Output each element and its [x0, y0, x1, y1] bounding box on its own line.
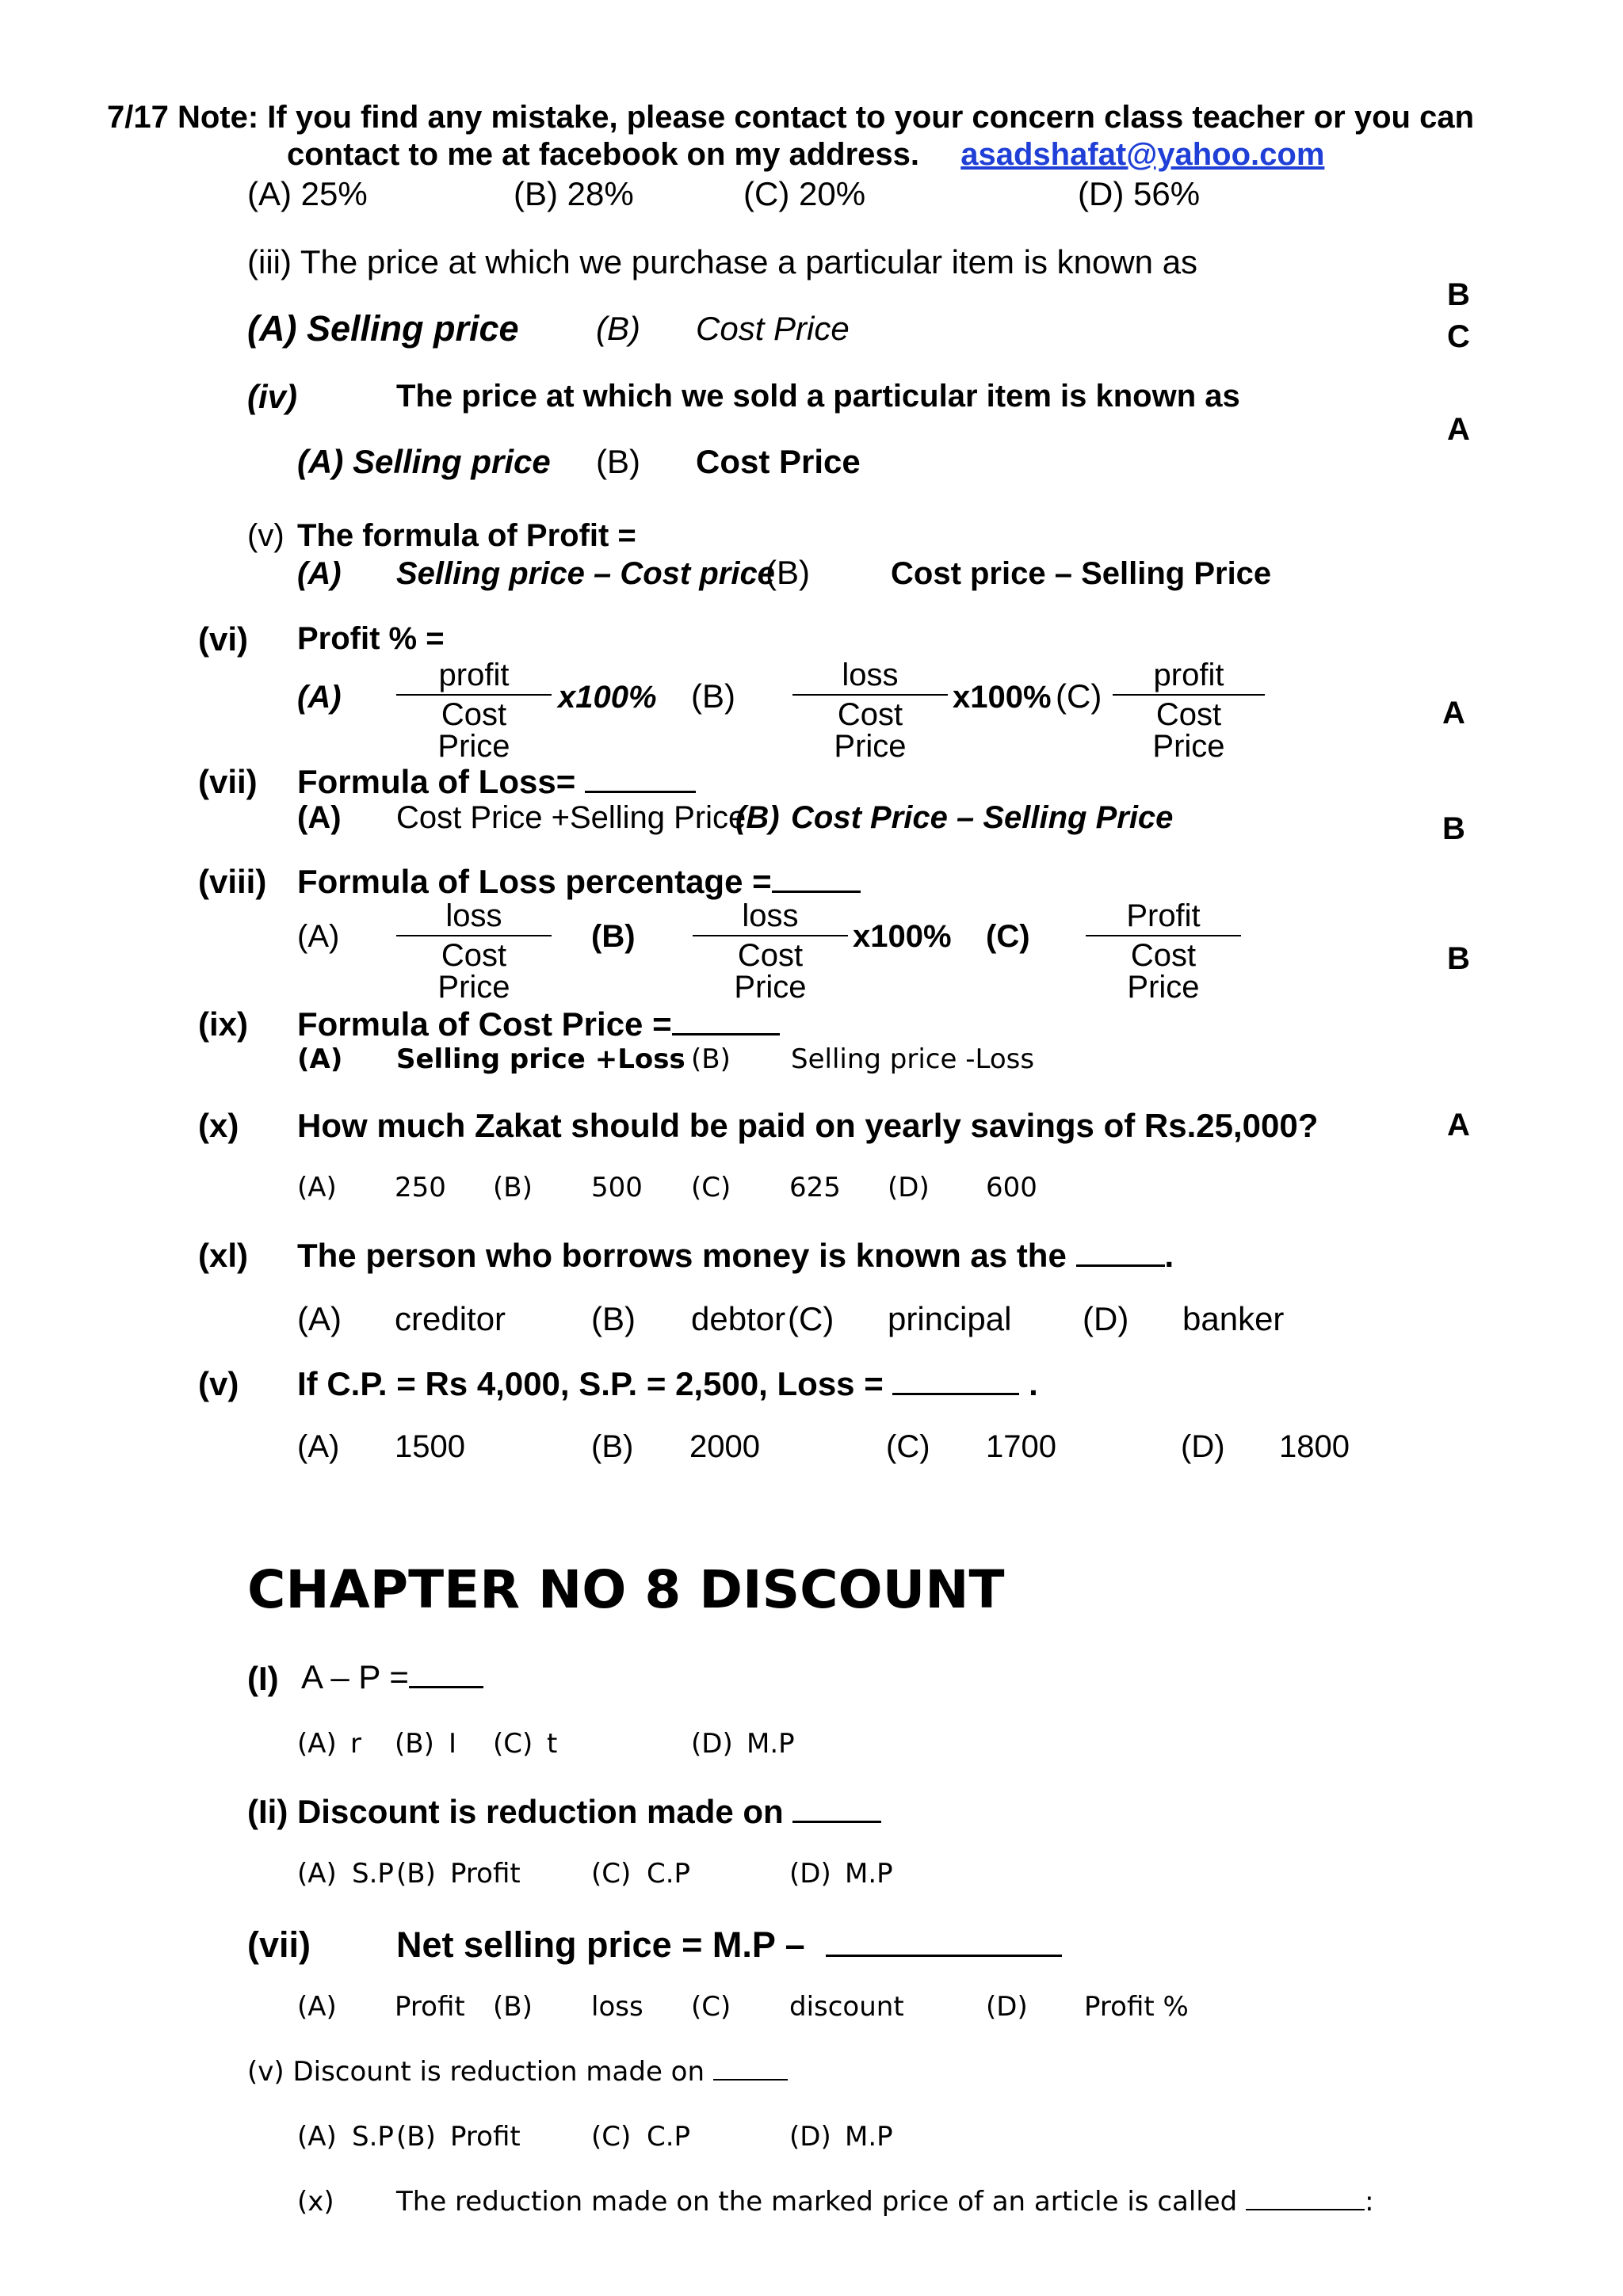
- d4-option-a-label: (A): [297, 2121, 337, 2153]
- q6-fraction-c: [1113, 659, 1265, 762]
- d1-option-c: t: [547, 1728, 558, 1760]
- q11-option-a: creditor: [395, 1300, 506, 1337]
- q6-fraction-a-bar: [396, 694, 552, 696]
- q12-option-d: 1800: [1279, 1429, 1350, 1464]
- d1-option-d-label: (D): [691, 1728, 733, 1760]
- q11-option-a-label: (A): [297, 1300, 342, 1337]
- d1-option-d: M.P: [747, 1728, 795, 1760]
- q9-option-b: Selling price -Loss: [791, 1043, 1035, 1075]
- answer-q7: B: [1442, 811, 1465, 846]
- q9-option-b-label: (B): [691, 1043, 731, 1075]
- d1-option-a-label: (A): [297, 1728, 337, 1760]
- q6-fraction-a: [396, 659, 552, 762]
- q12-option-d-label: (D): [1181, 1429, 1225, 1464]
- d2-option-c: C.P: [647, 1858, 691, 1890]
- q11-option-b-label: (B): [591, 1300, 636, 1337]
- q12-option-c: 1700: [986, 1429, 1056, 1464]
- q9-option-a-label: (A): [297, 1043, 343, 1075]
- q11-option-d: banker: [1182, 1300, 1285, 1337]
- q11-number: (xl): [198, 1237, 248, 1274]
- q10-option-a: 250: [395, 1172, 446, 1203]
- d3-number: (vii): [247, 1924, 311, 1965]
- q5-text: The formula of Profit =: [297, 518, 636, 553]
- q4-number: (iv): [247, 378, 297, 415]
- q11-option-c-label: (C): [788, 1300, 834, 1337]
- d2-blank: [792, 1821, 881, 1823]
- note-line-2-text: contact to me at facebook on my address.: [287, 137, 919, 172]
- q8-fraction-a: [396, 900, 552, 1003]
- d3-option-c-label: (C): [691, 1991, 731, 2023]
- d3-option-d-label: (D): [986, 1991, 1028, 2023]
- top-option-d: (D) 56%: [1078, 175, 1201, 212]
- q6-fraction-c-num: profit: [1153, 658, 1224, 692]
- q4-text: The price at which we sold a particular item is known as: [396, 379, 1240, 414]
- q12-option-b-label: (B): [591, 1429, 634, 1464]
- q6-text: Profit % =: [297, 621, 445, 656]
- d3-option-b: loss: [591, 1991, 643, 2023]
- q12-blank: [892, 1393, 1019, 1395]
- q8-option-a-label: (A): [297, 919, 340, 954]
- q8-fraction-c-num: Profit: [1126, 898, 1201, 933]
- d1-text: [301, 1658, 483, 1695]
- q11-blank: [1076, 1264, 1165, 1267]
- q8-text: [297, 865, 861, 898]
- d5-number: (x): [297, 2186, 334, 2218]
- d2-option-a: S.P: [352, 1858, 394, 1890]
- answer-q10: A: [1447, 1108, 1470, 1142]
- top-option-b: (B) 28%: [514, 175, 634, 212]
- q10-option-d-label: (D): [888, 1172, 930, 1203]
- note-line-2: [287, 139, 1324, 170]
- d5-blank: [1246, 2209, 1365, 2210]
- d4-option-d: M.P: [845, 2121, 893, 2153]
- q10-option-b: 500: [591, 1172, 643, 1203]
- q6-fraction-c-bar: [1113, 694, 1265, 696]
- q8-fraction-c-bar: [1086, 935, 1241, 936]
- d3-option-b-label: (B): [493, 1991, 533, 2023]
- d4-option-c: C.P: [647, 2121, 691, 2153]
- d4-blank: [713, 2079, 788, 2081]
- d1-text-label: A – P =: [301, 1658, 409, 1695]
- d5-text-label: The reduction made on the marked price of an article is called: [396, 2186, 1238, 2218]
- q6-option-a-label: (A): [297, 680, 342, 715]
- chapter-title: CHAPTER NO 8 DISCOUNT: [247, 1559, 1005, 1620]
- note-line-1: 7/17 Note: If you find any mistake, please contact to your concern class teacher or you can: [107, 100, 1474, 135]
- q10-text: How much Zakat should be paid on yearly savings of Rs.25,000?: [297, 1107, 1319, 1144]
- answer-q3-second: C: [1447, 319, 1470, 354]
- q3-text: (iii) The price at which we purchase a particular item is known as: [247, 243, 1198, 280]
- d5-tail: :: [1365, 2186, 1374, 2218]
- d3-text-label: Net selling price = M.P –: [396, 1924, 805, 1965]
- q10-number: (x): [198, 1107, 239, 1144]
- q5-option-a-label: (A): [297, 556, 342, 591]
- q5-option-a: Selling price – Cost price: [396, 556, 775, 591]
- d4-text-label: (v) Discount is reduction made on: [247, 2056, 705, 2088]
- q12-option-a-label: (A): [297, 1429, 340, 1464]
- d2-text-label: (Ii) Discount is reduction made on: [247, 1793, 784, 1830]
- d4-option-b-label: (B): [396, 2121, 436, 2153]
- q12-text: If C.P. = Rs 4,000, S.P. = 2,500, Loss = .: [297, 1365, 1038, 1402]
- q11-option-c: principal: [888, 1300, 1012, 1337]
- d3-blank: [826, 1955, 1062, 1957]
- q6-fraction-b-den: Cost Price: [834, 697, 907, 764]
- q10-option-c: 625: [789, 1172, 841, 1203]
- q11-option-d-label: (D): [1083, 1300, 1129, 1337]
- q5-label: (v): [247, 518, 285, 553]
- q6-fraction-a-num: profit: [438, 658, 510, 692]
- d5-text: [396, 2186, 1374, 2218]
- q12-number: (v): [198, 1365, 239, 1402]
- q7-text: [297, 765, 696, 799]
- q6-fraction-b-num: loss: [842, 658, 899, 692]
- q6-option-a-tail: x100%: [558, 680, 657, 715]
- d3-text: [396, 1924, 1062, 1965]
- q9-number: (ix): [198, 1005, 248, 1043]
- q7-text-label: Formula of Loss=: [297, 763, 576, 800]
- d2-option-d-label: (D): [789, 1858, 831, 1890]
- q8-fraction-a-den: Cost Price: [437, 938, 510, 1005]
- q10-option-b-label: (B): [493, 1172, 533, 1203]
- q7-number: (vii): [198, 763, 258, 800]
- d3-option-a-label: (A): [297, 1991, 337, 2023]
- d3-option-d: Profit %: [1084, 1991, 1189, 2023]
- q9-text-label: Formula of Cost Price =: [297, 1005, 672, 1043]
- q8-fraction-a-num: loss: [445, 898, 502, 933]
- q6-option-b-label: (B): [691, 677, 735, 715]
- q8-fraction-a-bar: [396, 935, 552, 936]
- q8-option-c-label: (C): [986, 919, 1030, 954]
- q7-option-a: Cost Price +Selling Price: [396, 800, 747, 835]
- q12-option-a: 1500: [395, 1429, 465, 1464]
- d1-option-a: r: [350, 1728, 361, 1760]
- q6-option-b-tail: x100%: [953, 680, 1052, 715]
- d4-option-c-label: (C): [591, 2121, 632, 2153]
- q10-option-c-label: (C): [691, 1172, 731, 1203]
- q4-option-a: (A) Selling price: [297, 443, 551, 480]
- q10-option-a-label: (A): [297, 1172, 337, 1203]
- d1-number: (I): [247, 1660, 279, 1697]
- q8-blank: [772, 891, 861, 893]
- q7-option-b: Cost Price – Selling Price: [791, 800, 1174, 835]
- q7-option-b-label: (B): [735, 800, 780, 835]
- q8-text-label: Formula of Loss percentage =: [297, 863, 772, 900]
- q8-option-b-label: (B): [591, 919, 636, 954]
- q3-option-a: (A) Selling price: [247, 308, 519, 349]
- q4-option-b-label: (B): [596, 443, 640, 480]
- d3-option-a: Profit: [395, 1991, 465, 2023]
- answer-q3: B: [1447, 277, 1470, 312]
- top-option-a: (A) 25%: [247, 175, 368, 212]
- q9-option-a: Selling price +Loss: [396, 1043, 685, 1075]
- q9-text: [297, 1005, 780, 1043]
- d4-option-d-label: (D): [789, 2121, 831, 2153]
- q6-number: (vi): [198, 620, 248, 658]
- q8-fraction-b-bar: [693, 935, 848, 936]
- d4-option-b: Profit: [450, 2121, 521, 2153]
- q6-fraction-c-den: Cost Price: [1152, 697, 1225, 764]
- top-option-c: (C) 20%: [743, 175, 866, 212]
- d1-blank: [409, 1686, 483, 1688]
- q9-blank: [672, 1033, 780, 1035]
- q12-option-b: 2000: [689, 1429, 760, 1464]
- q8-fraction-b-den: Cost Price: [734, 938, 807, 1005]
- q6-fraction-b: [792, 659, 948, 762]
- d2-option-d: M.P: [845, 1858, 893, 1890]
- q11-text: The person who borrows money is known as the .: [297, 1237, 1174, 1274]
- d1-option-c-label: (C): [493, 1728, 533, 1760]
- q4-option-b: Cost Price: [696, 443, 861, 480]
- q12-option-c-label: (C): [886, 1429, 930, 1464]
- answer-q4: A: [1447, 412, 1470, 447]
- d4-option-a: S.P: [352, 2121, 394, 2153]
- q5-option-b: Cost price – Selling Price: [891, 556, 1272, 591]
- d1-option-b-label: (B): [395, 1728, 434, 1760]
- d2-option-b-label: (B): [396, 1858, 436, 1890]
- d2-option-c-label: (C): [591, 1858, 632, 1890]
- q8-number: (viii): [198, 863, 267, 900]
- q3-option-b-label: (B): [596, 310, 640, 347]
- q8-fraction-c: [1086, 900, 1241, 1003]
- d1-option-b: I: [449, 1728, 457, 1760]
- q10-option-d: 600: [986, 1172, 1037, 1203]
- q8-option-b-tail: x100%: [853, 919, 952, 954]
- d2-option-b: Profit: [450, 1858, 521, 1890]
- q7-option-a-label: (A): [297, 800, 342, 835]
- q6-fraction-a-den: Cost Price: [437, 697, 510, 764]
- q11-option-b: debtor: [691, 1300, 786, 1337]
- q3-option-b: Cost Price: [696, 310, 850, 347]
- q8-fraction-c-den: Cost Price: [1127, 938, 1200, 1005]
- q5-option-b-label: (B): [766, 554, 810, 591]
- q7-blank: [585, 791, 696, 793]
- q6-fraction-b-bar: [792, 694, 948, 696]
- q12-text-label: If C.P. = Rs 4,000, S.P. = 2,500, Loss =: [297, 1365, 884, 1402]
- q8-fraction-b: [693, 900, 848, 1003]
- answer-q6: A: [1442, 696, 1465, 730]
- q6-option-c-label: (C): [1056, 677, 1102, 715]
- q8-fraction-b-num: loss: [742, 898, 799, 933]
- d4-text: [247, 2056, 788, 2088]
- email-link[interactable]: asadshafat@yahoo.com: [960, 137, 1325, 172]
- d2-text: [247, 1795, 881, 1829]
- d2-option-a-label: (A): [297, 1858, 337, 1890]
- d3-option-c: discount: [789, 1991, 904, 2023]
- q11-text-label: The person who borrows money is known as the: [297, 1237, 1067, 1274]
- answer-q8: B: [1447, 941, 1470, 976]
